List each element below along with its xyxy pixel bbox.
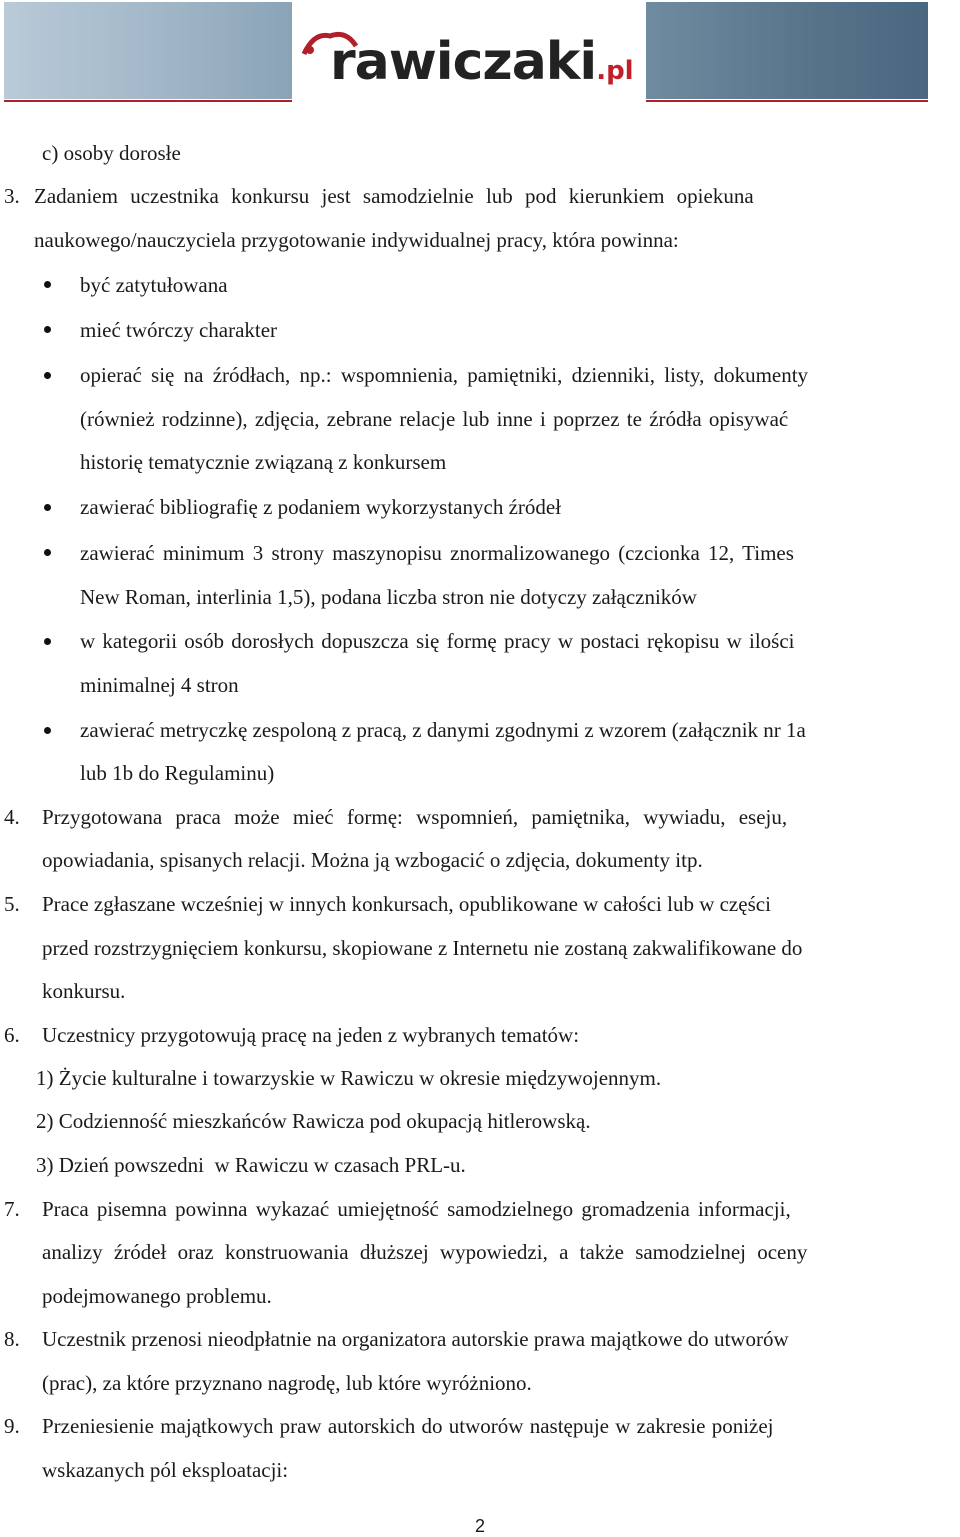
- header-accent-line-right: [646, 100, 928, 102]
- bullet-item-3-line-2: (również rodzinne), zdjęcia, zebrane relacje lub inne i poprzez te źródła opisywać: [80, 407, 789, 431]
- bullet-icon: [44, 549, 51, 556]
- paragraph-7-line-2: analizy źródeł oraz konstruowania dłuższej wypowiedzi, a także samodzielnej oceny: [42, 1240, 808, 1264]
- paragraph-3-line-2: naukowego/nauczyciela przygotowanie indywidualnej pracy, która powinna:: [34, 228, 679, 252]
- bullet-icon: [44, 638, 51, 645]
- bullet-item-1: być zatytułowana: [80, 273, 228, 297]
- paragraph-4-line-2: opowiadania, spisanych relacji. Można ją wzbogacić o zdjęcia, dokumenty itp.: [42, 848, 703, 872]
- paragraph-5-line-2: przed rozstrzygnięciem konkursu, skopiowane z Internetu nie zostaną zakwalifikowane do: [42, 936, 803, 960]
- header-right-panel: [646, 2, 928, 99]
- item-number-6: 6.: [4, 1023, 20, 1047]
- item-number-5: 5.: [4, 892, 20, 916]
- paragraph-5-line-3: konkursu.: [42, 979, 126, 1003]
- paragraph-7-line-3: podejmowanego problemu.: [42, 1284, 272, 1308]
- paragraph-9-line-2: wskazanych pól eksploatacji:: [42, 1458, 289, 1482]
- page-header: [0, 0, 960, 104]
- paragraph-9-line-1: Przeniesienie majątkowych praw autorskich do utworów następuje w zakresie poniżej: [42, 1414, 774, 1438]
- bullet-icon: [44, 281, 51, 288]
- list-item-c: c) osoby dorosłe: [42, 141, 181, 165]
- paragraph-8-line-1: Uczestnik przenosi nieodpłatnie na organizatora autorskie prawa majątkowe do utworów: [42, 1327, 789, 1351]
- page-number: 2: [474, 1516, 485, 1536]
- item-number-8: 8.: [4, 1327, 20, 1351]
- header-accent-line-left: [4, 100, 292, 102]
- item-number-9: 9.: [4, 1414, 20, 1438]
- bullet-item-6-line-1: w kategorii osób dorosłych dopuszcza się formę pracy w postaci rękopisu w ilości: [80, 629, 795, 653]
- item-number-4: 4.: [4, 805, 20, 829]
- paragraph-8-line-2: (prac), za które przyznano nagrodę, lub które wyróżniono.: [42, 1371, 532, 1395]
- paragraph-4-line-1: Przygotowana praca może mieć formę: wspomnień, pamiętnika, wywiadu, eseju,: [42, 805, 788, 829]
- bullet-item-7-line-2: lub 1b do Regulaminu): [80, 761, 275, 785]
- logo-wordmark: rawiczaki.pl: [330, 32, 634, 92]
- item-number-3: 3.: [4, 184, 20, 208]
- bullet-item-2: mieć twórczy charakter: [80, 318, 278, 342]
- bullet-icon: [44, 326, 51, 333]
- topic-2: 2) Codzienność mieszkańców Rawicza pod okupacją hitlerowską.: [36, 1109, 591, 1133]
- paragraph-5-line-1: Prace zgłaszane wcześniej w innych konkursach, opublikowane w całości lub w części: [42, 892, 771, 916]
- topic-3: 3) Dzień powszedni w Rawiczu w czasach PRL-u.: [36, 1153, 466, 1177]
- paragraph-3-line-1: Zadaniem uczestnika konkursu jest samodzielnie lub pod kierunkiem opiekuna: [34, 184, 754, 208]
- bullet-item-5-line-2: New Roman, interlinia 1,5), podana liczba stron nie dotyczy załączników: [80, 585, 697, 609]
- site-logo: [300, 26, 640, 102]
- bullet-icon: [44, 372, 51, 379]
- bullet-item-3-line-3: historię tematycznie związaną z konkursem: [80, 450, 447, 474]
- bullet-item-7-line-1: zawierać metryczkę zespoloną z pracą, z danymi zgodnymi z wzorem (załącznik nr 1a: [80, 718, 806, 742]
- paragraph-7-line-1: Praca pisemna powinna wykazać umiejętność samodzielnego gromadzenia informacji,: [42, 1197, 791, 1221]
- bullet-item-4: zawierać bibliografię z podaniem wykorzystanych źródeł: [80, 495, 562, 519]
- bullet-item-5-line-1: zawierać minimum 3 strony maszynopisu znormalizowanego (czcionka 12, Times: [80, 541, 794, 565]
- topic-1: 1) Życie kulturalne i towarzyskie w Rawiczu w okresie międzywojennym.: [36, 1066, 662, 1090]
- bullet-icon: [44, 504, 51, 511]
- bullet-item-6-line-2: minimalnej 4 stron: [80, 673, 239, 697]
- bullet-item-3-line-1: opierać się na źródłach, np.: wspomnienia, pamiętniki, dzienniki, listy, dokumenty: [80, 363, 809, 387]
- bullet-icon: [44, 727, 51, 734]
- header-left-panel: [4, 2, 292, 99]
- item-number-7: 7.: [4, 1197, 20, 1221]
- paragraph-6-line-1: Uczestnicy przygotowują pracę na jeden z wybranych tematów:: [42, 1023, 580, 1047]
